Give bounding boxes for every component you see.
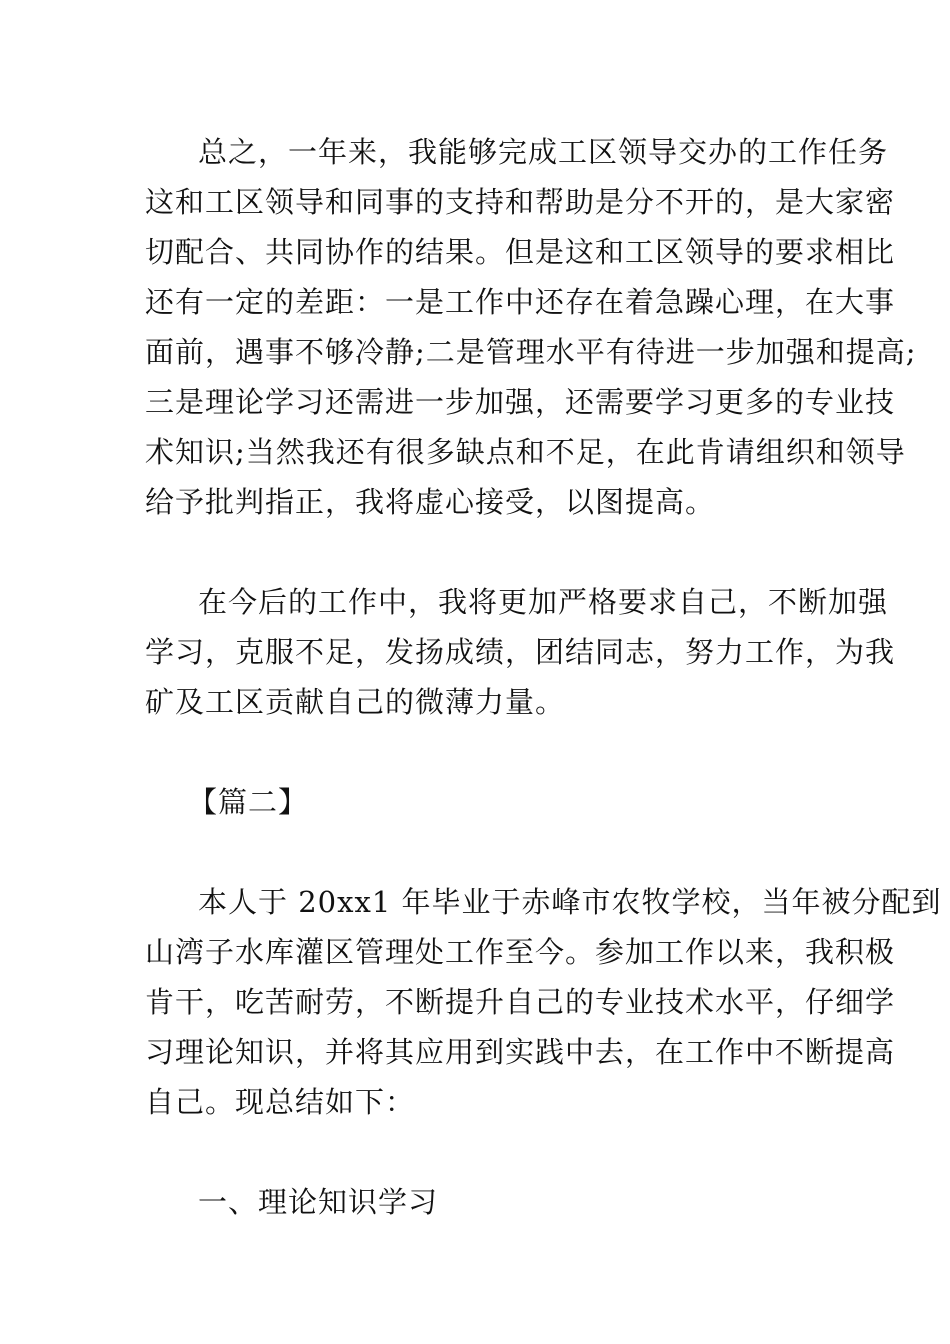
text-line: 这和工区领导和同事的支持和帮助是分不开的，是大家密	[145, 185, 896, 219]
text-line: 切配合、共同协作的结果。但是这和工区领导的要求相比	[145, 235, 896, 269]
text-line: 自己。现总结如下：	[145, 1085, 416, 1119]
text-line: 习理论知识，并将其应用到实践中去，在工作中不断提高	[145, 1035, 896, 1069]
section-marker: 【篇二】	[188, 785, 309, 819]
text-line: 总之，一年来，我能够完成工区领导交办的工作任务	[198, 135, 889, 169]
section-heading: 一、理论知识学习	[198, 1185, 439, 1219]
text-line: 本人于 20xx1 年毕业于赤峰市农牧学校，当年被分配到	[198, 885, 942, 919]
text-line: 矿及工区贡献自己的微薄力量。	[145, 685, 566, 719]
text-line: 学习，克服不足，发扬成绩，团结同志，努力工作，为我	[145, 635, 896, 669]
text-line: 术知识;当然我还有很多缺点和不足，在此肯请组织和领导	[145, 435, 906, 469]
text-line: 肯干，吃苦耐劳，不断提升自己的专业技术水平，仔细学	[145, 985, 896, 1019]
text-line: 在今后的工作中，我将更加严格要求自己，不断加强	[198, 585, 889, 619]
text-line: 山湾子水库灌区管理处工作至今。参加工作以来，我积极	[145, 935, 896, 969]
text-line: 给予批判指正，我将虚心接受，以图提高。	[145, 485, 716, 519]
text-line: 还有一定的差距：一是工作中还存在着急躁心理，在大事	[145, 285, 896, 319]
text-line: 面前，遇事不够冷静;二是管理水平有待进一步加强和提高;	[145, 335, 917, 369]
text-line: 三是理论学习还需进一步加强，还需要学习更多的专业技	[145, 385, 896, 419]
